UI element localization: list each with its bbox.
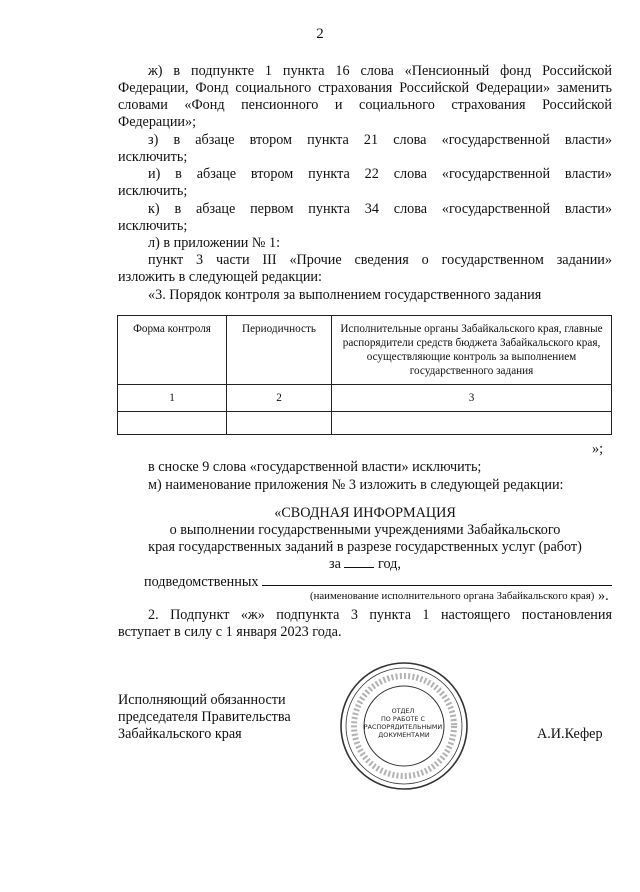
blank-caption: (наименование исполнительного органа Забайкальского края) bbox=[310, 590, 595, 602]
position-line: Забайкальского края bbox=[118, 726, 242, 742]
text-line: исключить; bbox=[118, 149, 188, 165]
text-line: пункт 3 части III «Прочие сведения о государственном задании» bbox=[148, 252, 612, 268]
heading-close-quote: ». bbox=[598, 588, 609, 604]
seal-line: ДОКУМЕНТАМИ bbox=[378, 731, 430, 739]
table-cell: 2 bbox=[227, 385, 332, 412]
text-line: л) в приложении № 1: bbox=[148, 235, 281, 251]
official-seal bbox=[338, 660, 470, 792]
text-line: «3. Порядок контроля за выполнением государственного задания bbox=[148, 287, 542, 303]
svg-text:ОТДЕЛ ПО РАБОТЕ С bbox=[364, 707, 445, 739]
position-line: председателя Правительства bbox=[118, 709, 291, 725]
table-close-quote: »; bbox=[592, 441, 604, 457]
table-cell bbox=[118, 412, 227, 435]
position-line: Исполняющий обязанности bbox=[118, 692, 286, 708]
table-header-cell: Периодичность bbox=[227, 316, 332, 385]
text-line: исключить; bbox=[118, 183, 188, 199]
text-line: 2. Подпункт «ж» подпункта 3 пункта 1 настоящего постановления bbox=[148, 607, 612, 623]
heading-year bbox=[118, 556, 612, 573]
table-row bbox=[118, 385, 612, 412]
text-line: изложить в следующей редакции: bbox=[118, 269, 322, 285]
year-blank bbox=[344, 567, 374, 568]
control-table bbox=[117, 315, 612, 435]
table-cell: 3 bbox=[332, 385, 612, 412]
text-line: исключить; bbox=[118, 218, 188, 234]
signatory-position bbox=[118, 692, 291, 743]
text-line: Федерации»; bbox=[118, 114, 197, 130]
subordinate-label: подведомственных bbox=[144, 574, 259, 590]
table-cell bbox=[332, 412, 612, 435]
seal-line: ОТДЕЛ bbox=[391, 707, 415, 715]
text-line: ж) в подпункте 1 пункта 16 слова «Пенсионный фонд Российской bbox=[148, 63, 612, 79]
table-header-cell: Исполнительные органы Забайкальского края, главные распорядители средств бюджета Забайкальского края, осуществляющие контроль за выполнением государственного задания bbox=[332, 316, 612, 385]
text-line: з) в абзаце втором пункта 21 слова «государственной власти» bbox=[148, 132, 612, 148]
page-number: 2 bbox=[316, 26, 324, 42]
text-line: и) в абзаце втором пункта 22 слова «государственной власти» bbox=[148, 166, 612, 182]
table-header-row bbox=[118, 316, 612, 385]
text-line: вступает в силу с 1 января 2023 года. bbox=[118, 624, 342, 640]
text-line: Федерации, Фонд социального страхования Российской Федерации» заменить bbox=[118, 80, 612, 96]
heading-title: «СВОДНАЯ ИНФОРМАЦИЯ bbox=[274, 505, 456, 521]
signatory-name: А.И.Кефер bbox=[537, 726, 603, 742]
heading-line: края государственных заданий в разрезе государственных услуг (работ) bbox=[148, 539, 582, 555]
year-suffix: год, bbox=[378, 556, 401, 572]
text-line: м) наименование приложения № 3 изложить в следующей редакции: bbox=[148, 477, 564, 493]
table-cell bbox=[227, 412, 332, 435]
table-header-cell: Форма контроля bbox=[118, 316, 227, 385]
subordinate-blank bbox=[262, 585, 612, 586]
seal-line: РАСПОРЯДИТЕЛЬНЫМИ bbox=[363, 723, 443, 731]
seal-line: ПО РАБОТЕ С bbox=[381, 715, 425, 723]
table-row bbox=[118, 412, 612, 435]
text-line: в сноске 9 слова «государственной власти» исключить; bbox=[148, 459, 482, 475]
subordinate-line bbox=[144, 574, 614, 591]
table-cell: 1 bbox=[118, 385, 227, 412]
text-line: к) в абзаце первом пункта 34 слова «государственной власти» bbox=[148, 201, 612, 217]
text-line: словами «Фонд пенсионного и социального страхования Российской bbox=[118, 97, 612, 113]
year-prefix: за bbox=[329, 556, 341, 572]
heading-line: о выполнении государственными учреждениями Забайкальского bbox=[169, 522, 561, 538]
